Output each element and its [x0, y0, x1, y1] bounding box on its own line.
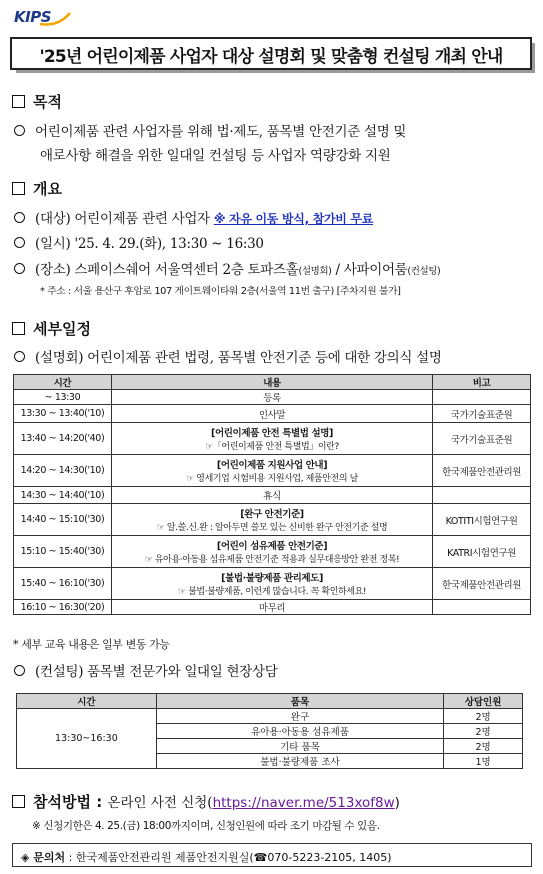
consulting-header-time: 시간 — [17, 694, 157, 709]
table-row: 14:30 ~ 14:40('10) 휴식 — [14, 487, 531, 504]
table-row: 15:40 ~ 16:10('30) [불법·불량제품 관리제도] ☞ 불법·불량제품, 이런게 많습니다. 꼭 확인하세요! 한국제품안전관리원 — [14, 568, 531, 600]
consulting-header-count: 상담인원 — [444, 694, 523, 709]
schedule-table — [13, 374, 531, 615]
section-purpose-heading: 목적 — [33, 93, 62, 111]
apply-link[interactable]: https://naver.me/513xof8w — [212, 795, 395, 811]
section-overview — [12, 178, 62, 199]
bullet-icon — [14, 665, 25, 676]
table-row: 불법·불량제품 조사 1명 — [17, 754, 523, 769]
table-row: 기타 품목 2명 — [17, 739, 523, 754]
page-title: '25년 어린이제품 사업자 대상 설명회 및 맞춤형 컨설팅 개최 안내 — [39, 47, 503, 67]
schedule-note: * 세부 교육 내용은 일부 변동 가능 — [13, 638, 170, 651]
consulting-time: 13:30~16:30 — [17, 709, 157, 769]
section-schedule-heading: 세부일정 — [33, 320, 91, 338]
bullet-icon — [14, 237, 25, 248]
table-row: 16:10 ~ 16:30('20) 마무리 — [14, 600, 531, 615]
bullet-icon — [14, 351, 25, 362]
consulting-table — [16, 693, 523, 769]
bullet-icon — [14, 212, 25, 223]
schedule-header-time: 시간 — [14, 375, 112, 390]
schedule-header-note: 비고 — [433, 375, 531, 390]
purpose-line2: 애로사항 해결을 위한 일대일 컨설팅 등 사업자 역량강화 지원 — [40, 148, 391, 164]
schedule-intro: (설명회) 어린이제품 관련 법령, 품목별 안전기준 등에 대한 강의식 설명 — [14, 346, 442, 366]
section-purpose — [12, 91, 62, 112]
section-apply: 참석방법 : 온라인 사전 신청(https://naver.me/513xof8w) — [12, 791, 400, 812]
section-overview-heading: 개요 — [33, 180, 62, 198]
apply-note: ※ 신청기한은 4. 25.(금) 18:00까지이며, 신청인원에 따라 조기 마감될 수 있음. — [32, 820, 380, 832]
table-row: 13:30 ~ 13:40('10) 인사말 국가기술표준원 — [14, 405, 531, 423]
contact-text: : 한국제품안전관리원 제품안전지원실(☎070-5223-2105, 1405) — [65, 851, 392, 864]
table-row: 유아용·아동용 섬유제품 2명 — [17, 724, 523, 739]
overview-place: (장소) 스페이스쉐어 서울역센터 2층 토파즈홀(설명회) / 사파이어룸(컨설팅) — [14, 258, 440, 278]
consulting-intro: (컨설팅) 품목별 전문가와 일대일 현장상담 — [14, 660, 278, 680]
title-box — [10, 37, 532, 70]
bullet-icon — [14, 125, 25, 136]
bullet-icon — [14, 263, 25, 274]
table-row: 14:40 ~ 15:10('30) [완구 안전기준] ☞ 알.쓸.신.완 : 알아두면 쓸모 있는 신비한 완구 안전기준 설명 KOTITI시험연구원 — [14, 504, 531, 536]
section-apply-heading: 참석방법 — [33, 793, 91, 811]
table-row: 13:30~16:30 완구 2명 — [17, 709, 523, 724]
table-row: 13:40 ~ 14:20('40) [어린이제품 안전 특별법 설명] ☞「어린이제품 안전 특별법」이란? 국가기술표준원 — [14, 423, 531, 455]
contact-box — [12, 843, 532, 867]
table-row: 14:20 ~ 14:30('10) [어린이제품 지원사업 안내] ☞ 영세기업 시험비용 지원사업, 제품안전의 날 한국제품안전관리원 — [14, 455, 531, 487]
contact-label: ◈ 문의처 — [21, 851, 66, 864]
section-schedule — [12, 318, 91, 339]
kips-logo — [10, 7, 72, 27]
purpose-line1: 어린이제품 관련 사업자를 위해 법·제도, 품목별 안전기준 설명 및 — [14, 120, 406, 140]
schedule-header-content: 내용 — [111, 375, 432, 390]
consulting-header-item: 품목 — [156, 694, 443, 709]
overview-date: (일시) '25. 4. 29.(화), 13:30 ~ 16:30 — [14, 232, 264, 252]
table-row: 15:10 ~ 15:40('30) [어린이 섬유제품 안전기준] ☞ 유아용·아동용 섬유제품 안전기준 적용과 실무대응방안 완전 정복! KATRI시험연구원 — [14, 536, 531, 568]
overview-target: (대상) 어린이제품 관련 사업자 ※ 자유 이동 방식, 참가비 무료 — [14, 207, 373, 227]
logo-text: KIPS — [14, 8, 52, 26]
overview-address: * 주소 : 서울 용산구 후암로 107 게이트웨이타워 2층(서울역 11번 출구) [주차지원 불가] — [40, 286, 401, 297]
table-row: ~ 13:30 등록 — [14, 390, 531, 405]
target-note: ※ 자유 이동 방식, 참가비 무료 — [213, 212, 374, 226]
